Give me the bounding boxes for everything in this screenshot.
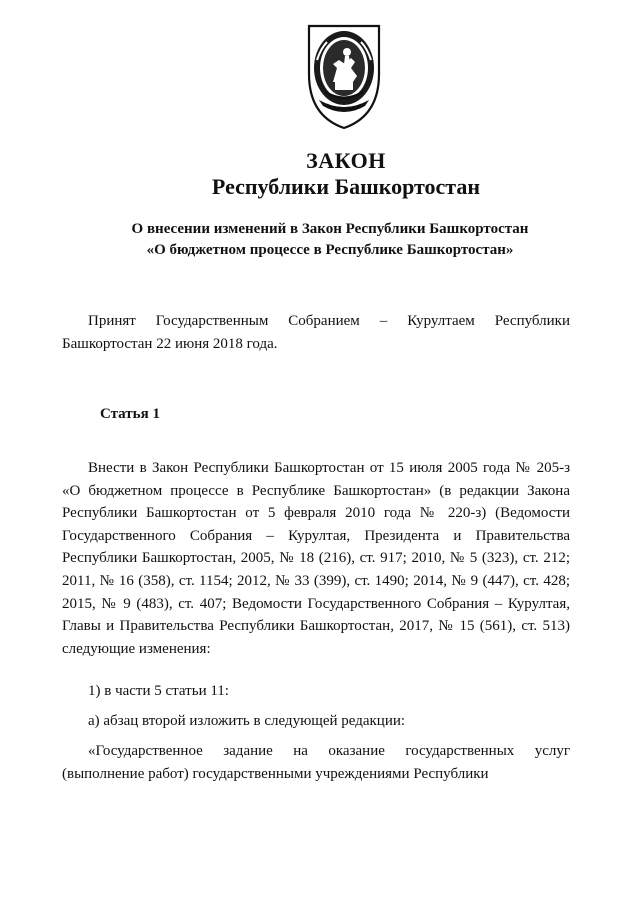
bashkortostan-coat-of-arms-icon <box>303 20 385 132</box>
article-intro-paragraph: Внести в Закон Республики Башкортостан от 15 июля 2005 года № 205-з «О бюджетном процессе в Республике Башкортостан» (в редакции Закона Республики Башкортостан от 5 февраля 2010 года № 220-з) (Ведомости Государственного Собрания – Курултая, Президента и Правительства Республики Башкортостан, 2005, № 18 (216), ст. 917; 2010, № 5 (323), ст. 212; 2011, № 16 (358), ст. 1154; 2012, № 33 (399), ст. 1490; 2014, № 9 (447), ст. 428; 2015, № 9 (483), ст. 407; Ведомости Государственного Собрания – Курултая, Главы и Правительства Республики Башкортостан, 2017, № 15 (561), ст. 513) следующие изменения: <box>62 460 570 657</box>
amendment-subitem-a: а) абзац второй изложить в следующей редакции: <box>88 713 406 729</box>
article-heading: Статья 1 <box>100 406 160 422</box>
document-title: ЗАКОН <box>306 148 386 173</box>
document-subtitle: Республики Башкортостан <box>211 174 481 199</box>
law-subject-line-1: О внесении изменений в Закон Республики Башкортостан <box>131 221 529 237</box>
amendment-item-1: 1) в части 5 статьи 11: <box>88 683 229 699</box>
adoption-statement: Принят Государственным Собранием – Курултаем Республики Башкортостан 22 июня 2018 года. <box>62 313 570 352</box>
law-subject-line-2: «О бюджетном процессе в Республике Башкортостан» <box>146 242 514 258</box>
quoted-amendment-text: «Государственное задание на оказание государственных услуг (выполнение работ) государственными учреждениями Республики <box>62 743 570 782</box>
